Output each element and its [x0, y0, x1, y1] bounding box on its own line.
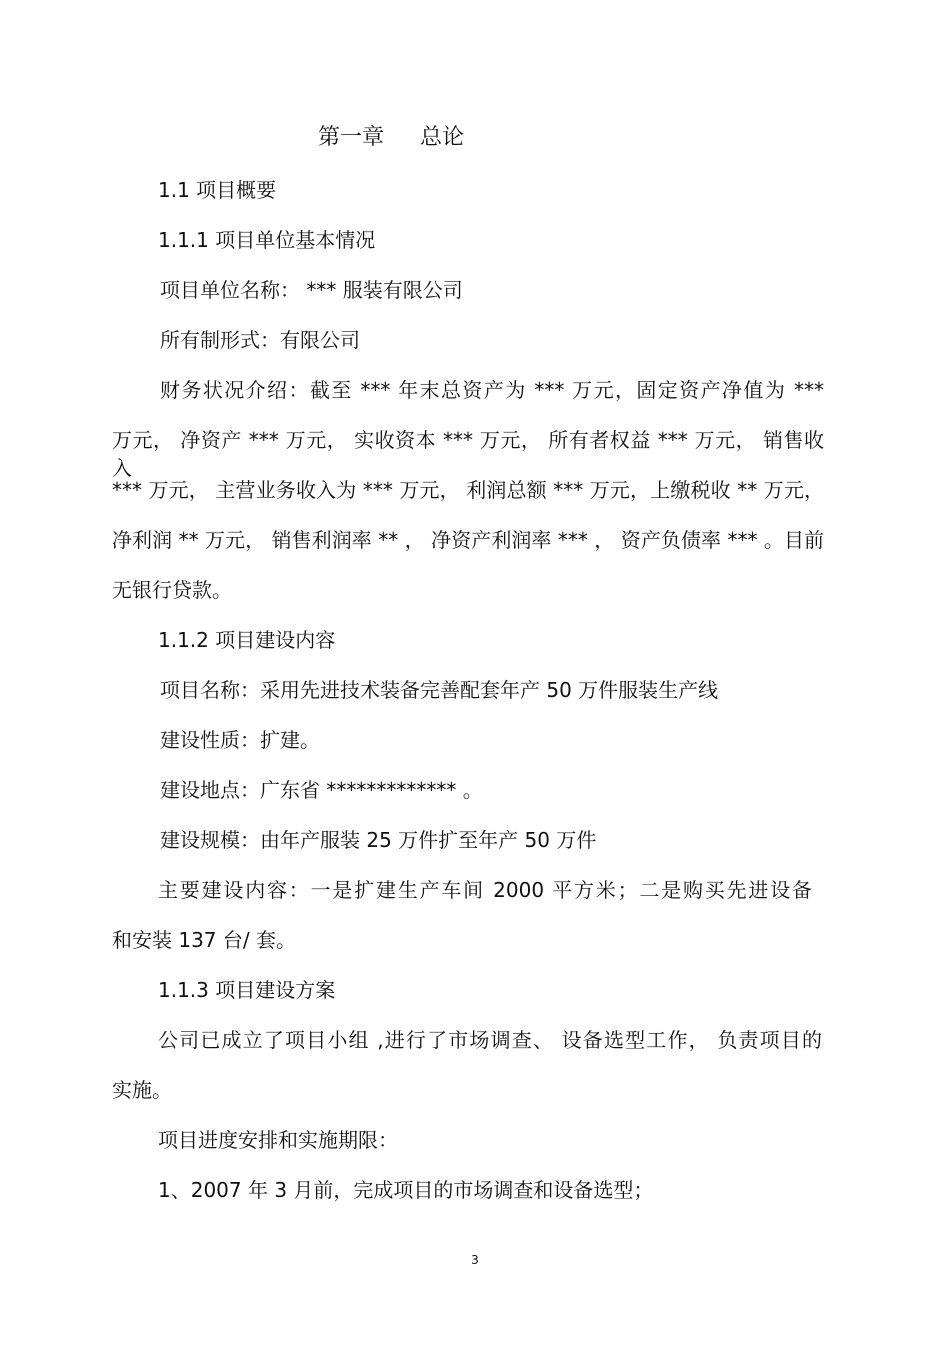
chapter-title: [318, 123, 464, 153]
schedule-item-1: 1、2007 年 3 月前，完成项目的市场调查和设备选型；: [158, 1178, 654, 1202]
finance-line-4: 净利润 ** 万元， 销售利润率 ** ， 净资产利润率 *** ， 资产负债率 *** 。目前: [112, 528, 824, 552]
finance-line-1: 财务状况介绍：截至 *** 年末总资产为 *** 万元，固定资产净值为 ***: [160, 378, 824, 402]
main-content-line-1: 主要建设内容：一是扩建生产车间 2000 平方米；二是购买先进设备: [158, 878, 812, 902]
finance-line-3: *** 万元， 主营业务收入为 *** 万元， 利润总额 *** 万元，上缴税收 ** 万元，: [112, 478, 824, 502]
finance-line-5: 无银行贷款。: [112, 578, 232, 602]
build-scale-line: 建设规模：由年产服装 25 万件扩至年产 50 万件: [160, 828, 597, 852]
unit-name-line: 项目单位名称： *** 服装有限公司: [160, 278, 463, 302]
plan-line-1: 公司已成立了项目小组 ,进行了市场调查、 设备选型工作， 负责项目的: [158, 1028, 822, 1052]
plan-line-2: 实施。: [112, 1078, 172, 1102]
section-heading-1-1-3: 1.1.3 项目建设方案: [158, 978, 336, 1002]
build-location-line: 建设地点：广东省 ************* 。: [160, 778, 483, 802]
finance-line-2: 万元， 净资产 *** 万元， 实收资本 *** 万元， 所有者权益 *** 万元， 销售收入: [112, 428, 824, 480]
ownership-line: 所有制形式：有限公司: [160, 328, 360, 352]
section-heading-1-1-1: 1.1.1 项目单位基本情况: [158, 228, 376, 252]
section-heading-1-1-2: 1.1.2 项目建设内容: [158, 628, 336, 652]
build-nature-line: 建设性质：扩建。: [160, 728, 320, 752]
chapter-title-number: 第一章: [318, 125, 385, 150]
page-number: 3: [471, 1253, 479, 1267]
main-content-line-2: 和安装 137 台/ 套。: [112, 928, 296, 952]
section-heading-1-1: 1.1 项目概要: [158, 178, 277, 202]
project-name-line: 项目名称：采用先进技术装备完善配套年产 50 万件服装生产线: [160, 678, 719, 702]
schedule-heading: 项目进度安排和实施期限：: [158, 1128, 398, 1152]
chapter-title-name: 总论: [420, 125, 465, 150]
